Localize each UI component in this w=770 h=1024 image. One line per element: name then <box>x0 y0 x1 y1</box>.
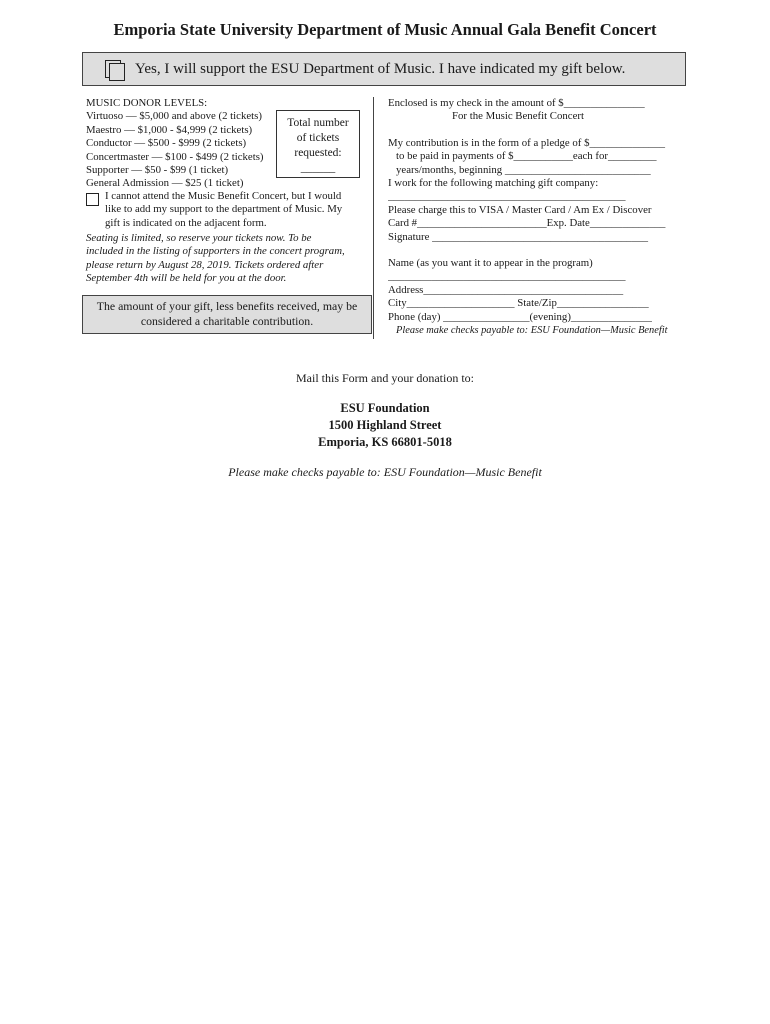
tickets-requested-box[interactable] <box>276 110 360 178</box>
payment-form <box>388 97 688 338</box>
cannot-attend-text <box>105 190 367 230</box>
checks-payable-note: Please make checks payable to: ESU Foundation—Music Benefit <box>396 325 668 337</box>
tickets-box-line: of tickets <box>296 132 340 144</box>
seating-note-line: please return by August 28, 2019. Tickets ordered after <box>86 258 324 271</box>
seating-note-line: included in the listing of supporters in the concert program, <box>86 245 345 258</box>
cannot-attend-line: I cannot attend the Music Benefit Concert, but I would <box>105 190 342 202</box>
seating-note-line: September 4th will be held for you at the door. <box>86 272 287 285</box>
address-street: 1500 Highland Street <box>328 418 442 432</box>
cannot-attend-line: like to add my support to the department of Music. My <box>105 203 343 216</box>
pledge-amount-field[interactable]: My contribution is in the form of a pledge of $______________ <box>388 136 666 149</box>
mail-instructions: Mail this Form and your donation to: <box>296 371 474 385</box>
program-name-field[interactable]: ____________________________________________ <box>388 270 626 283</box>
charge-card-label: Please charge this to VISA / Master Card / Am Ex / Discover <box>388 203 652 216</box>
checkbox-front-square <box>109 63 125 81</box>
support-banner <box>82 52 686 86</box>
support-text: Yes, I will support the ESU Department of Music. I have indicated my gift below. <box>135 61 626 77</box>
column-divider <box>373 97 374 339</box>
donor-level-item: Concertmaster — $100 - $499 (2 tickets) <box>86 150 264 163</box>
phone-field[interactable]: Phone (day) ________________(evening)_______________ <box>388 310 652 323</box>
tickets-box-line: requested: <box>294 147 342 159</box>
donor-levels-heading: MUSIC DONOR LEVELS: <box>86 97 208 109</box>
signature-field[interactable]: Signature ________________________________________ <box>388 230 649 243</box>
address-city: Emporia, KS 66801-5018 <box>318 435 452 449</box>
mailing-address <box>0 400 770 451</box>
charitable-note <box>82 295 372 334</box>
cannot-attend-checkbox[interactable] <box>86 193 99 206</box>
tickets-box-line: Total number <box>287 117 349 129</box>
address-org: ESU Foundation <box>340 401 430 415</box>
donor-level-item: Maestro — $1,000 - $4,999 (2 tickets) <box>86 123 253 136</box>
program-name-label: Name (as you want it to appear in the program) <box>388 257 593 270</box>
address-field[interactable]: Address_____________________________________ <box>388 283 624 296</box>
matching-company-field[interactable]: ____________________________________________ <box>388 190 626 203</box>
check-purpose: For the Music Benefit Concert <box>452 110 584 123</box>
payable-note: Please make checks payable to: ESU Foundation—Music Benefit <box>228 465 542 479</box>
card-number-field[interactable]: Card #________________________Exp. Date______________ <box>388 217 666 230</box>
matching-label: I work for the following matching gift company: <box>388 177 599 190</box>
donor-level-item: Virtuoso — $5,000 and above (2 tickets) <box>86 110 262 123</box>
donor-level-item: General Admission — $25 (1 ticket) <box>86 177 244 190</box>
tickets-count-field[interactable]: ______ <box>300 162 336 174</box>
donor-level-item: Conductor — $500 - $999 (2 tickets) <box>86 137 247 150</box>
charitable-note-line: The amount of your gift, less benefits received, may be <box>96 299 358 313</box>
seating-note-line: Seating is limited, so reserve your tickets now. To be <box>86 232 312 244</box>
beginning-field[interactable]: years/months, beginning ___________________________ <box>396 163 651 176</box>
donor-level-item: Supporter — $50 - $99 (1 ticket) <box>86 164 229 177</box>
support-checkbox[interactable] <box>105 60 123 78</box>
seating-note <box>86 232 371 286</box>
cannot-attend-line: gift is indicated on the adjacent form. <box>105 216 267 229</box>
payments-field[interactable]: to be paid in payments of $___________each for_________ <box>396 150 657 163</box>
page-title: Emporia State University Department of Music Annual Gala Benefit Concert <box>113 20 657 39</box>
charitable-note-line: considered a charitable contribution. <box>140 314 314 328</box>
city-state-zip-field[interactable]: City____________________ State/Zip_________________ <box>388 297 649 310</box>
check-amount-field[interactable]: Enclosed is my check in the amount of $_______________ <box>388 97 645 109</box>
